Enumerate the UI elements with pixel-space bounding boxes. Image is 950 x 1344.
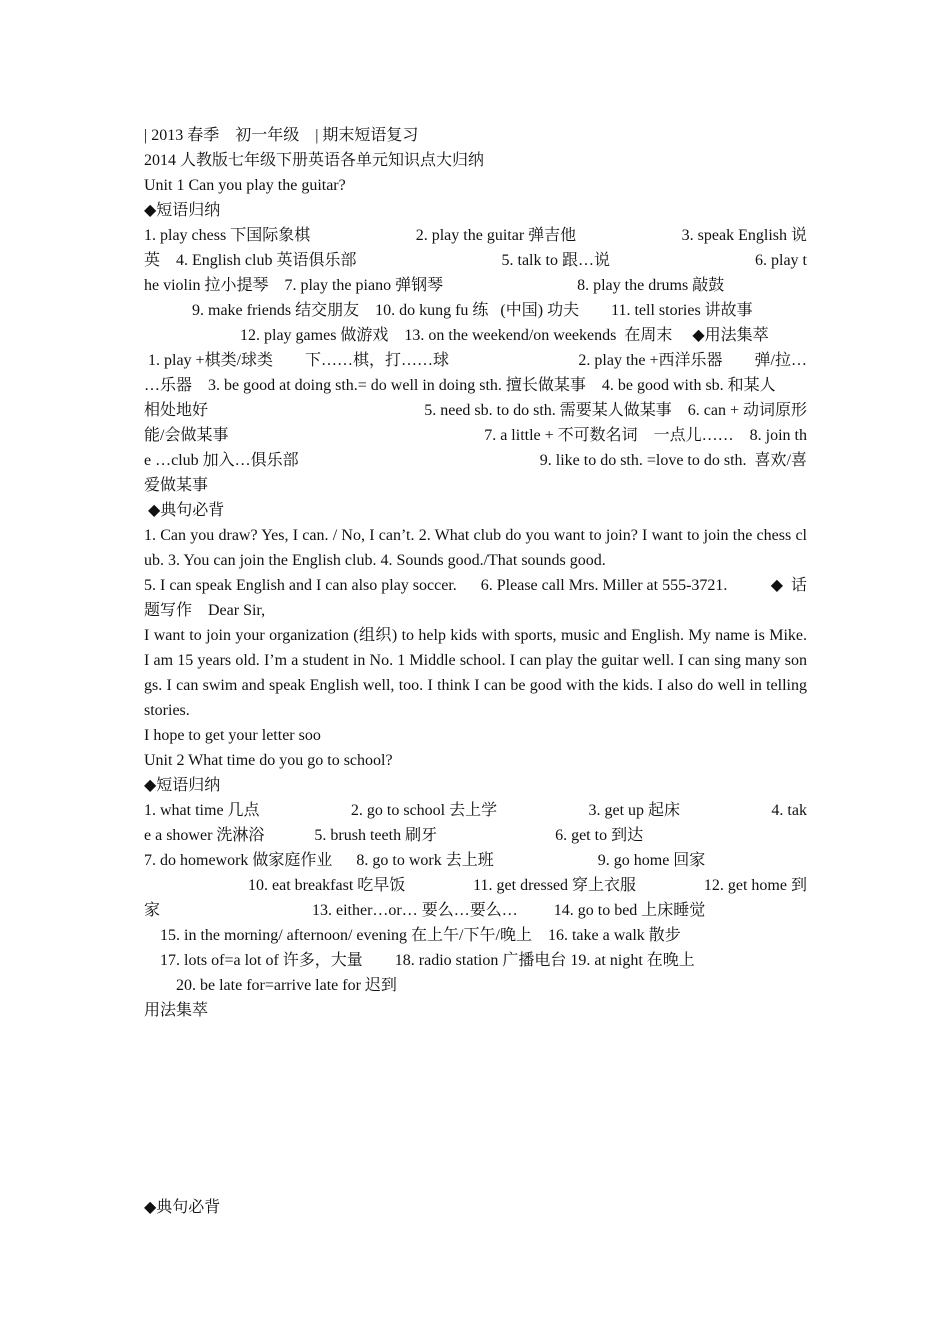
phrase-item: 2. play the guitar 弹吉他 (415, 227, 577, 244)
unit1-usage-line-6: 爱做某事 (144, 477, 209, 494)
doc-header: | 2013 春季 初一年级 | 期末短语复习 (144, 127, 419, 144)
unit1-phrase-line-4: 9. make friends 结交朋友 10. do kung fu 练 (中国) 功夫 11. tell stories 讲故事 (144, 302, 753, 319)
usage-item: 5. need sb. to do sth. 需要某人做某事 6. can + 动词原形 (424, 402, 807, 419)
usage-item: 2. play the +西洋乐器 弹/拉… (578, 352, 807, 369)
unit2-sentences-label: ◆典句必背 (144, 1199, 221, 1216)
phrase-item: 2. go to school 去上学 (350, 802, 498, 819)
phrase-item: 6. play t (755, 252, 807, 269)
unit1-essay: I want to join your organization (组织) to help kids with sports, music and English. My name is Mike. I am 15 years old. I’m a student in No. 1 Middle school. I can play the guitar well. I can sing many songs. I can swim and speak English well, too. I think I can be good with the kids. I also do well in telling stories. (144, 627, 807, 719)
usage-item: e …club 加入…俱乐部 (144, 452, 299, 469)
phrase-item: 5. brush teeth 刷牙 (314, 827, 438, 844)
unit2-phrase-line-8: 20. be late for=arrive late for 迟到 (144, 977, 397, 994)
phrase-item: 英 4. English club 英语俱乐部 (144, 252, 357, 269)
usage-item: 7. a little + 不可数名词 一点儿…… 8. join th (484, 427, 807, 444)
document-body (144, 123, 807, 1023)
unit1-closing: I hope to get your letter soo (144, 727, 321, 744)
unit1-usage-line-2: …乐器 3. be good at doing sth.= do well in doing sth. 擅长做某事 4. be good with sb. 和某人 (144, 377, 776, 394)
phrase-item: 1. what time 几点 (144, 802, 260, 819)
unit1-sentences-line-3 (144, 573, 807, 598)
unit2-phrases-label: ◆短语归纳 (144, 777, 221, 794)
phrase-item: he violin 拉小提琴 7. play the piano 弹钢琴 (144, 277, 444, 294)
sentence-item: 5. I can speak English and I can also play soccer. 6. Please call Mrs. Miller at 555-3721. (144, 577, 728, 594)
unit1-sentences-text: 1. Can you draw? Yes, I can. / No, I can’t. 2. What club do you want to join? I want to join the chess club. 3. You can join the English club. 4. Sounds good./That sounds good. (144, 527, 807, 569)
unit2-phrase-line-6: 15. in the morning/ afternoon/ evening 在上午/下午/晚上 16. take a walk 散步 (144, 927, 681, 944)
usage-item: 1. play +棋类/球类 下……棋，打……球 (144, 352, 450, 369)
unit1-usage-line-4 (144, 423, 807, 448)
phrase-item: 8. play the drums 敲鼓 (577, 277, 725, 294)
unit1-phrase-line-2 (144, 248, 807, 273)
unit2-usage-label: 用法集萃 (144, 1002, 209, 1019)
unit1-phrases-label: ◆短语归纳 (144, 202, 221, 219)
unit1-usage-line-1 (144, 348, 807, 373)
unit1-phrase-line-1 (144, 223, 807, 248)
phrase-item: 5. talk to 跟…说 (501, 252, 610, 269)
unit1-heading: Unit 1 Can you play the guitar? (144, 177, 346, 194)
unit1-writing-line: 题写作 Dear Sir, (144, 602, 266, 619)
unit1-usage-line-5 (144, 448, 807, 473)
phrase-item: 11. get dressed 穿上衣服 (473, 877, 637, 894)
phrase-item: 4. tak (771, 802, 807, 819)
unit2-phrase-line-7: 17. lots of=a lot of 许多，大量 18. radio station 广播电台 19. at night 在晚上 (144, 952, 695, 969)
usage-item: 相处地好 (144, 402, 209, 419)
phrase-item: e a shower 洗淋浴 (144, 827, 265, 844)
usage-item: 能/会做某事 (144, 427, 229, 444)
usage-item: 9. like to do sth. =love to do sth. 喜欢/喜 (539, 452, 807, 469)
doc-title: 2014 人教版七年级下册英语各单元知识点大归纳 (144, 152, 485, 169)
unit2-phrase-line-3: 7. do homework 做家庭作业 8. go to work 去上班 9. go home 回家 (144, 852, 706, 869)
unit2-phrase-line-2 (144, 823, 807, 848)
unit1-phrase-line-5: 12. play games 做游戏 13. on the weekend/on weekends 在周末 ◆用法集萃 (144, 327, 769, 344)
phrase-item: 3. get up 起床 (588, 802, 681, 819)
phrase-item: 6. get to 到达 (555, 827, 644, 844)
phrase-item: 3. speak English 说 (681, 227, 807, 244)
unit2-heading: Unit 2 What time do you go to school? (144, 752, 393, 769)
unit2-phrase-line-1 (144, 798, 807, 823)
unit2-phrase-line-4 (144, 873, 807, 898)
phrase-item: 1. play chess 下国际象棋 (144, 227, 311, 244)
unit1-usage-line-3 (144, 398, 807, 423)
unit2-phrase-line-5: 家 13. either…or… 要么…要么… 14. go to bed 上床睡觉 (144, 902, 706, 919)
phrase-item: 12. get home 到 (703, 877, 807, 894)
unit1-phrase-line-3 (144, 273, 807, 298)
unit1-sentences-label: ◆典句必背 (144, 502, 225, 519)
sentence-item: ◆ 话 (770, 577, 807, 594)
phrase-item: 10. eat breakfast 吃早饭 (144, 877, 406, 894)
